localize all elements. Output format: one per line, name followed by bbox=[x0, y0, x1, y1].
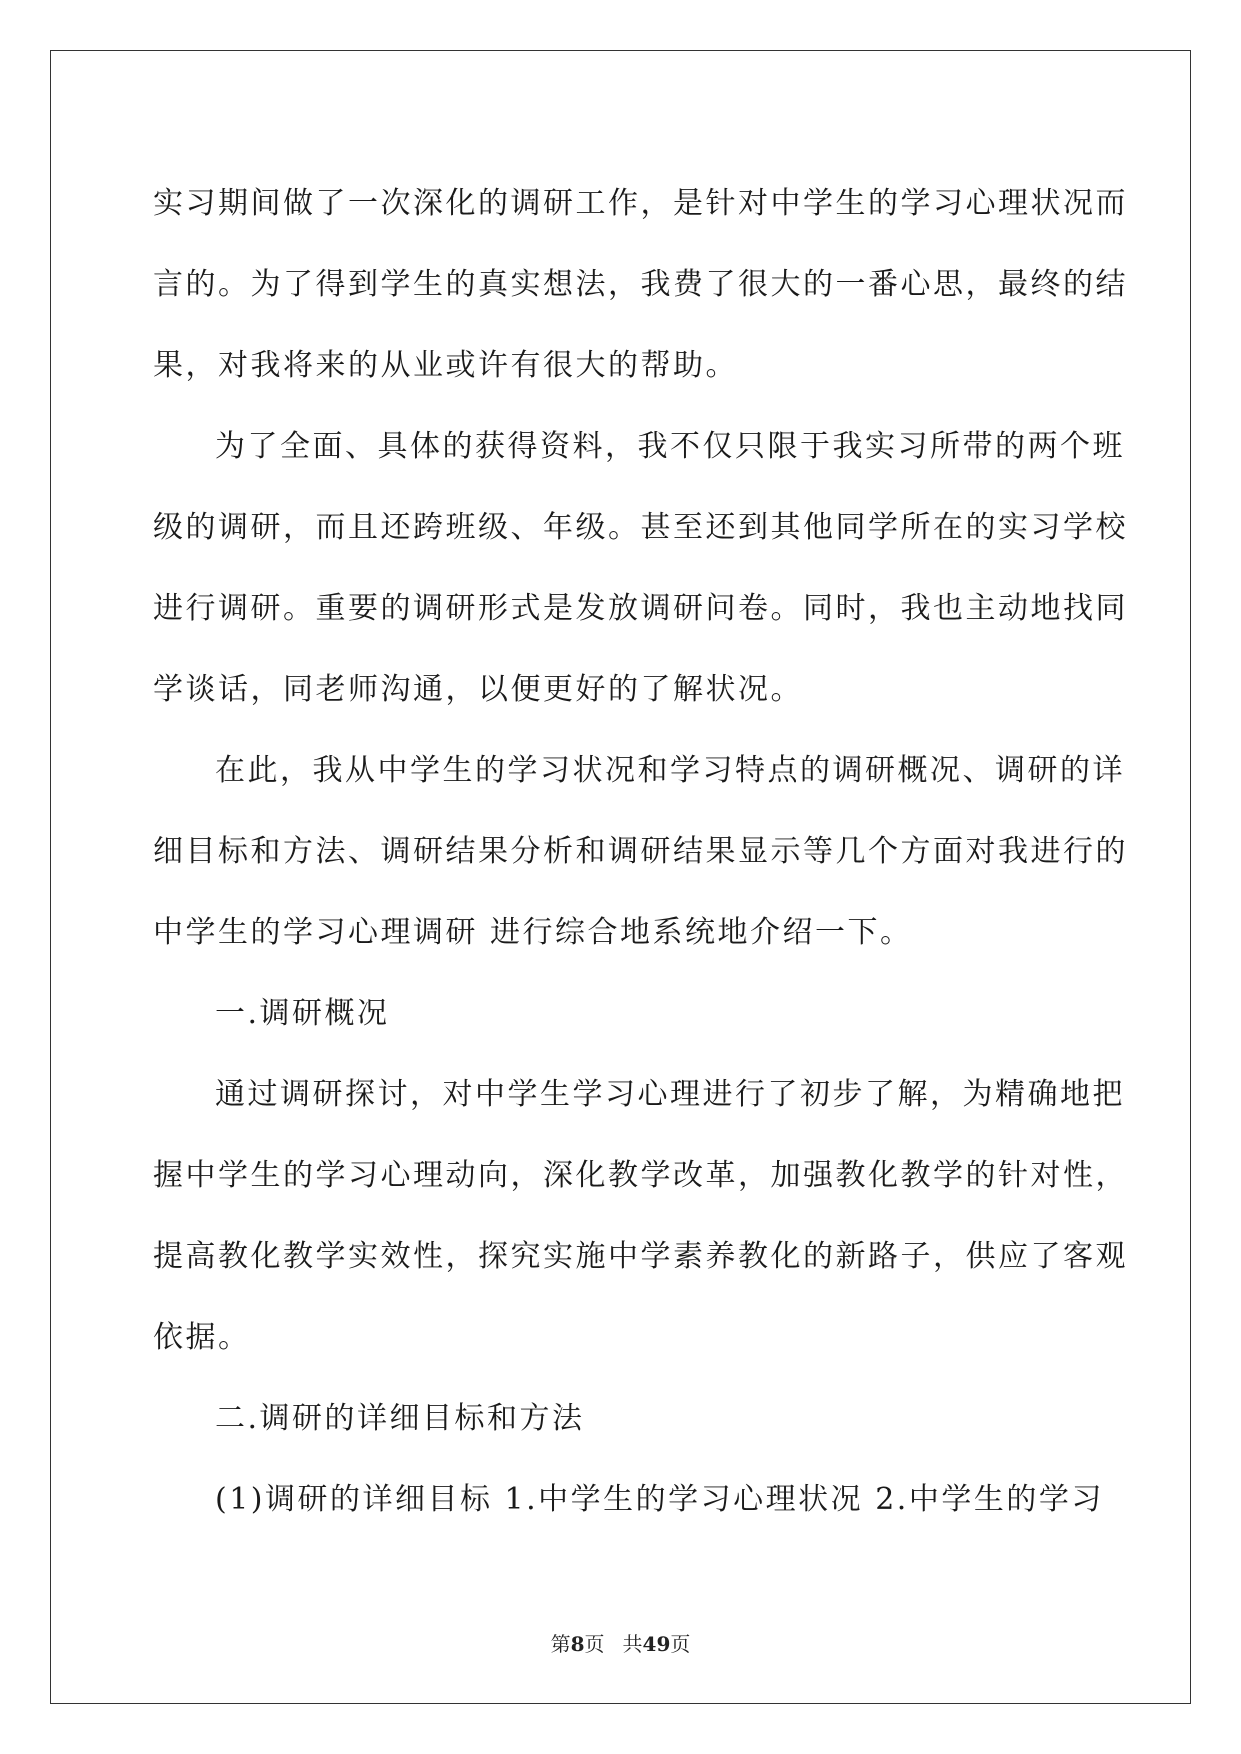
paragraph-3 bbox=[153, 730, 1128, 973]
document-body bbox=[153, 163, 1128, 1540]
text-line: 依据。 bbox=[153, 1320, 251, 1355]
footer-prefix: 第 bbox=[550, 1632, 571, 1656]
current-page-number: 8 bbox=[570, 1632, 585, 1656]
text-line: 实习期间做了一次深化的调研工作，是针对中学生的学习心理状况而 bbox=[153, 186, 1128, 221]
text-line: 细目标和方法、调研结果分析和调研结果显示等几个方面对我进行的 bbox=[153, 834, 1128, 869]
footer-page-word: 页 bbox=[584, 1632, 605, 1656]
section-heading-1 bbox=[153, 973, 1090, 1054]
text-line: 中学生的学习心理调研 进行综合地系统地介绍一下。 bbox=[153, 915, 913, 950]
text-line: 果，对我将来的从业或许有很大的帮助。 bbox=[153, 348, 738, 383]
footer-total-prefix: 共 bbox=[622, 1632, 643, 1656]
text-line: 提高教化教学实效性，探究实施中学素养教化的新路子，供应了客观 bbox=[153, 1239, 1128, 1274]
footer-total-suffix: 页 bbox=[670, 1632, 691, 1656]
paragraph-5 bbox=[153, 1459, 1104, 1540]
section-heading-2 bbox=[153, 1378, 1090, 1459]
text-line: 一.调研概况 bbox=[215, 996, 390, 1031]
text-line: 通过调研探讨，对中学生学习心理进行了初步了解，为精确地把 bbox=[215, 1077, 1125, 1112]
text-line: 学谈话，同老师沟通，以便更好的了解状况。 bbox=[153, 672, 803, 707]
paragraph-2 bbox=[153, 406, 1128, 730]
paragraph-4 bbox=[153, 1054, 1128, 1378]
text-line: (1)调研的详细目标 1.中学生的学习心理状况 2.中学生的学习 bbox=[215, 1482, 1104, 1517]
text-line: 握中学生的学习心理动向，深化教学改革，加强教化教学的针对性， bbox=[153, 1158, 1128, 1193]
total-pages-number: 49 bbox=[642, 1632, 671, 1656]
page-footer bbox=[0, 1628, 1241, 1657]
text-line: 进行调研。重要的调研形式是发放调研问卷。同时，我也主动地找同 bbox=[153, 591, 1128, 626]
text-line: 级的调研，而且还跨班级、年级。甚至还到其他同学所在的实习学校 bbox=[153, 510, 1128, 545]
text-line: 二.调研的详细目标和方法 bbox=[215, 1401, 585, 1436]
text-line: 为了全面、具体的获得资料，我不仅只限于我实习所带的两个班 bbox=[215, 429, 1125, 464]
paragraph-1 bbox=[153, 163, 1128, 406]
text-line: 言的。为了得到学生的真实想法，我费了很大的一番心思，最终的结 bbox=[153, 267, 1128, 302]
text-line: 在此，我从中学生的学习状况和学习特点的调研概况、调研的详 bbox=[215, 753, 1125, 788]
